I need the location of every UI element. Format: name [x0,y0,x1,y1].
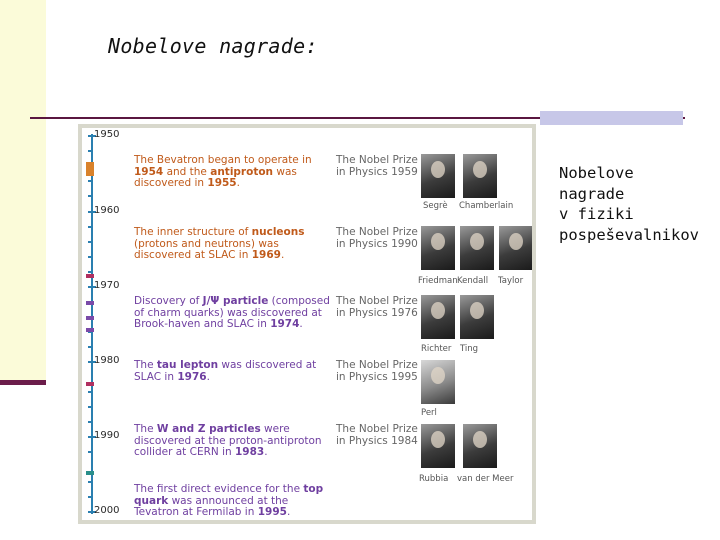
left-stripe-accent [0,380,47,385]
side-caption-line: Nobelove [559,164,634,182]
timeline-axis [91,134,93,514]
event-description-wz: The W and Z particles were discovered at the proton-antiproton collider at CERN in 1983. [134,423,322,458]
side-caption-line: pospeševalnikov [559,225,699,244]
laureate-name: Friedman [418,276,458,286]
year-label: 2000 [94,505,120,516]
event-marker-1995 [86,471,94,475]
event-description-jpsi: Discovery of J/Ψ particle (composed of charm quarks) was discovered at Brook-haven and SLAC in 1974. [134,295,330,330]
laureate-photo [421,424,455,468]
laureate-photo [499,226,532,270]
event-marker-1969 [86,274,94,278]
year-label: 1990 [94,430,120,441]
laureate-name: Taylor [498,276,524,286]
timeline-panel [82,128,532,520]
year-label: 1980 [94,355,120,366]
minor-tick [88,406,92,408]
minor-tick [88,271,92,273]
event-marker-1976a [86,316,94,320]
minor-tick [88,421,92,423]
laureate-photo [421,154,455,198]
event-description-antiproton: The Bevatron began to operate in 1954 and the antiproton was discovered in 1955. [134,154,312,189]
laureate-name: Perl [421,408,437,418]
accent-block [540,111,683,125]
minor-tick [88,451,92,453]
left-decorative-stripe [0,0,47,385]
laureate-name: Kendall [457,276,489,286]
side-caption-line: v fiziki [559,205,634,223]
event-marker-1976b [86,328,94,332]
nobel-prize-1984: The Nobel Prize in Physics 1984 [336,423,418,447]
laureate-photo [460,295,494,339]
minor-tick [88,180,92,182]
laureate-photo [463,154,497,198]
event-description-nucleons: The inner structure of nucleons (protons and neutrons) was discovered at SLAC in 1969. [134,226,305,261]
year-label: 1950 [94,129,120,140]
event-description-tau: The tau lepton was discovered at SLAC in 1976. [134,359,317,383]
side-caption-line: nagrade [559,184,625,203]
minor-tick [88,256,92,258]
minor-tick [88,391,92,393]
laureate-name: Segrè [423,201,448,211]
laureate-name: Rubbia [419,474,449,484]
nobel-timeline-figure [78,124,536,524]
laureate-name: Chamberlain [459,201,514,211]
minor-tick [88,481,92,483]
minor-tick [88,226,92,228]
laureate-photo [421,226,455,270]
laureate-photo [463,424,497,468]
laureate-photo [421,295,455,339]
nobel-prize-1976: The Nobel Prize in Physics 1976 [336,295,418,319]
year-label: 1970 [94,280,120,291]
laureate-name: van der Meer [457,474,514,484]
event-description-top-quark: The first direct evidence for the top quark was announced at the Tevatron at Fermilab in 1995. [134,483,324,518]
nobel-prize-1990: The Nobel Prize in Physics 1990 [336,226,418,250]
event-marker-1974 [86,301,94,305]
slide-title: Nobelove nagrade: [108,34,318,58]
minor-tick [88,195,92,197]
laureate-name: Ting [460,344,479,354]
nobel-prize-1959: The Nobel Prize in Physics 1959 [336,154,418,178]
minor-tick [88,150,92,152]
minor-tick [88,241,92,243]
laureate-photo [421,360,455,404]
nobel-prize-1995: The Nobel Prize in Physics 1995 [336,359,418,383]
minor-tick [88,346,92,348]
left-stripe-edge [46,0,48,385]
event-marker-1983 [86,382,94,386]
laureate-photo [460,226,494,270]
side-caption [559,163,719,245]
year-label: 1960 [94,205,120,216]
minor-tick [88,496,92,498]
event-marker-1955 [86,162,94,176]
laureate-name: Richter [421,344,452,354]
